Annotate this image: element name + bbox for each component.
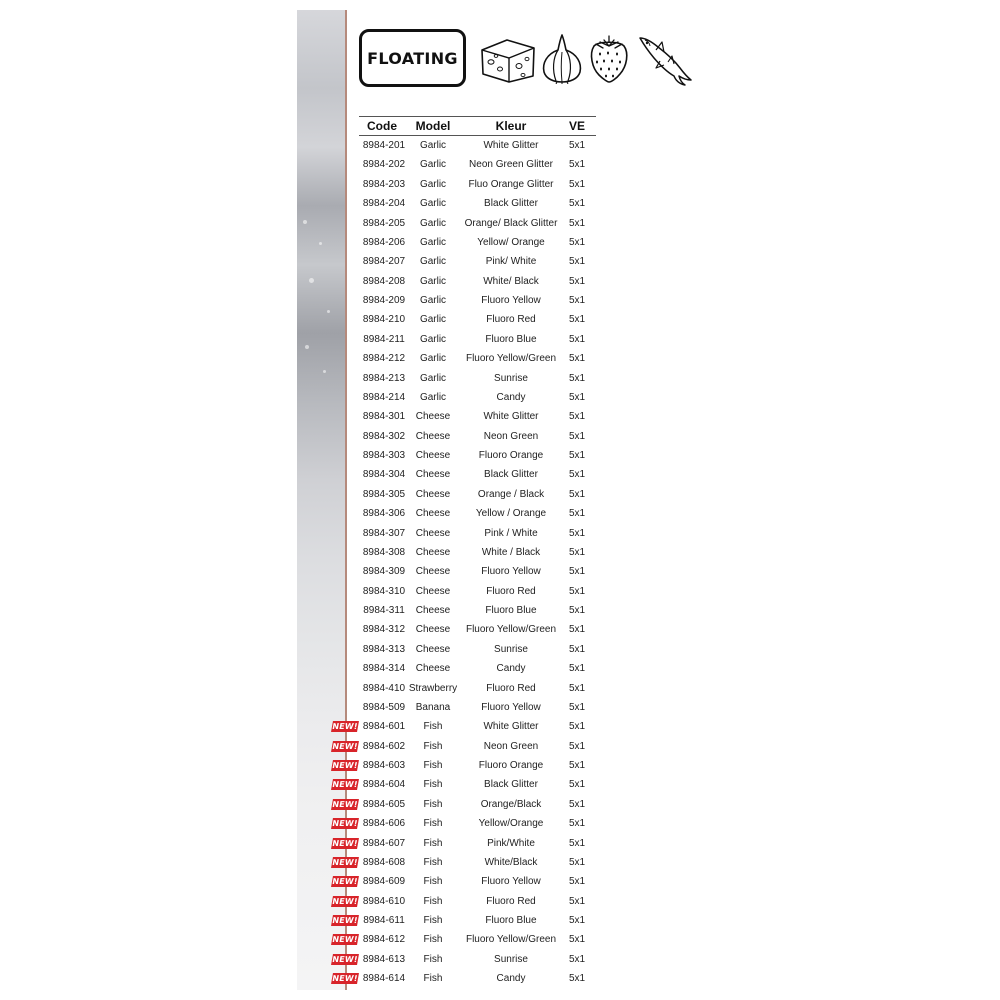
cell-model: Fish [423, 934, 443, 946]
cell-model: Cheese [415, 585, 451, 597]
cell-model: Garlic [419, 178, 447, 190]
cell-code: 8984-210 [362, 314, 406, 326]
cell-kleur: Fluoro Yellow [481, 295, 541, 306]
table-row [359, 543, 596, 562]
table-row [359, 698, 596, 717]
cell-kleur: Fluoro Yellow [481, 701, 541, 713]
cheese-icon [479, 32, 537, 84]
cell-ve: 5x1 [568, 488, 586, 500]
cell-ve: 5x1 [568, 566, 586, 578]
cell-model: Cheese [415, 469, 451, 481]
cell-kleur: White / Black [481, 546, 541, 558]
table-header [359, 116, 596, 136]
cell-kleur: Fluoro Yellow/Green [465, 353, 557, 365]
table-row [359, 330, 596, 349]
cell-kleur: Fluoro Yellow/Green [465, 624, 557, 636]
table-row [359, 679, 596, 698]
cell-code: 8984-212 [362, 353, 406, 365]
header-ve: VE [568, 119, 585, 133]
cell-code: 8984-611 [363, 915, 405, 926]
cell-ve: 5x1 [568, 159, 586, 171]
table-row [359, 175, 596, 194]
cell-model: Garlic [419, 295, 447, 306]
table-row [331, 717, 596, 736]
table-row [331, 853, 596, 872]
new-badge: NEW! [331, 877, 359, 887]
cell-code: 8984-209 [362, 295, 406, 306]
cell-code: 8984-213 [362, 372, 406, 384]
cell-kleur: Sunrise [494, 372, 528, 384]
cell-ve: 5x1 [568, 798, 586, 810]
cell-ve: 5x1 [568, 353, 586, 365]
cell-kleur: Candy [496, 973, 526, 985]
header-code: Code [367, 119, 397, 133]
cell-model: Garlic [419, 140, 447, 151]
cell-model: Garlic [419, 159, 447, 171]
table-row [359, 310, 596, 329]
cell-code: 8984-609 [362, 876, 406, 888]
cell-model: Fish [423, 779, 443, 791]
cell-code: 8984-602 [362, 740, 406, 752]
cell-model: Fish [423, 837, 443, 849]
new-badge: NEW! [331, 780, 359, 790]
table-row [359, 349, 596, 368]
cell-model: Cheese [415, 546, 451, 558]
strawberry-icon [586, 32, 632, 84]
table-row [331, 892, 596, 911]
cell-model: Garlic [419, 256, 447, 268]
cell-ve: 5x1 [568, 973, 586, 985]
table-row [331, 969, 596, 988]
cell-kleur: Fluoro Orange [478, 760, 544, 771]
cell-code: 8984-207 [362, 256, 406, 268]
cell-ve: 5x1 [568, 701, 586, 713]
header-kleur: Kleur [495, 119, 527, 133]
cell-code: 8984-312 [362, 624, 406, 636]
cell-code: 8984-509 [362, 701, 406, 713]
cell-ve: 5x1 [568, 818, 586, 830]
cell-model: Cheese [415, 527, 451, 539]
cell-ve: 5x1 [568, 585, 586, 597]
cell-model: Cheese [415, 624, 451, 636]
table-row [331, 775, 596, 794]
cell-model: Garlic [419, 198, 447, 210]
cell-code: 8984-304 [362, 469, 406, 481]
cell-model: Cheese [415, 643, 451, 655]
new-badge: NEW! [331, 857, 359, 867]
table-row [359, 252, 596, 271]
cell-kleur: Yellow / Orange [475, 508, 547, 520]
table-row [359, 214, 596, 233]
table-row [331, 872, 596, 891]
cell-model: Fish [423, 818, 443, 830]
cell-kleur: Black Glitter [484, 469, 538, 481]
cell-kleur: Fluoro Red [486, 895, 536, 907]
cell-ve: 5x1 [568, 546, 586, 558]
cell-kleur: Orange/ Black Glitter [464, 217, 558, 229]
cell-kleur: Orange / Black [477, 488, 545, 500]
cell-kleur: White/ Black [483, 275, 539, 287]
cell-ve: 5x1 [568, 856, 586, 868]
table-row [359, 640, 596, 659]
table-row [359, 136, 596, 155]
cell-model: Cheese [415, 430, 451, 442]
cell-ve: 5x1 [568, 837, 586, 849]
cell-kleur: Fluoro Orange [478, 450, 544, 461]
new-badge: NEW! [331, 722, 359, 732]
cell-kleur: Orange/Black [480, 798, 542, 810]
cell-code: 8984-613 [362, 953, 406, 965]
cell-kleur: Fluoro Blue [485, 605, 537, 616]
cell-kleur: White/Black [484, 856, 538, 868]
cell-kleur: Pink/White [487, 837, 535, 849]
cell-kleur: Candy [496, 663, 526, 675]
table-row [359, 291, 596, 310]
cell-code: 8984-206 [362, 236, 406, 248]
cell-code: 8984-607 [362, 837, 406, 849]
cell-kleur: Neon Green [483, 740, 539, 752]
table-row [359, 504, 596, 523]
table-row [359, 427, 596, 446]
cell-model: Strawberry [408, 682, 458, 694]
new-badge: NEW! [331, 819, 359, 829]
cell-code: 8984-313 [362, 643, 406, 655]
cell-code: 8984-214 [362, 391, 406, 403]
cell-code: 8984-308 [362, 546, 406, 558]
cell-ve: 5x1 [568, 760, 586, 771]
cell-model: Cheese [415, 450, 451, 461]
cell-ve: 5x1 [568, 469, 586, 481]
cell-model: Garlic [419, 391, 447, 403]
table-row [331, 737, 596, 756]
fish-icon [636, 32, 694, 88]
table-row [359, 620, 596, 639]
new-badge: NEW! [331, 954, 359, 964]
cell-model: Fish [423, 915, 443, 926]
cell-model: Fish [423, 953, 443, 965]
new-badge: NEW! [331, 741, 359, 751]
table-row [331, 911, 596, 930]
table-row [331, 795, 596, 814]
cell-code: 8984-605 [362, 798, 406, 810]
garlic-icon [539, 32, 585, 84]
table-row [359, 562, 596, 581]
cell-ve: 5x1 [568, 391, 586, 403]
new-badge: NEW! [331, 916, 359, 925]
cell-kleur: Neon Green [483, 430, 539, 442]
cell-ve: 5x1 [568, 527, 586, 539]
cell-code: 8984-606 [362, 818, 406, 830]
cell-model: Cheese [415, 605, 451, 616]
cell-ve: 5x1 [568, 663, 586, 675]
cell-code: 8984-307 [362, 527, 406, 539]
page-title: FLOATING [359, 29, 466, 87]
table-row [331, 834, 596, 853]
new-badge: NEW! [331, 896, 359, 906]
cell-model: Garlic [419, 236, 447, 248]
header-model: Model [415, 119, 451, 133]
cell-code: 8984-610 [362, 895, 406, 907]
cell-model: Fish [423, 760, 443, 771]
cell-ve: 5x1 [568, 508, 586, 520]
cell-kleur: White Glitter [483, 411, 539, 423]
cell-kleur: Fluoro Red [486, 314, 536, 326]
table-body [331, 136, 596, 989]
cell-model: Fish [423, 798, 443, 810]
cell-model: Cheese [415, 566, 451, 578]
cell-kleur: Pink / White [484, 527, 538, 539]
cell-ve: 5x1 [568, 450, 586, 461]
table-row [359, 446, 596, 465]
cell-code: 8984-208 [362, 275, 406, 287]
cell-kleur: White Glitter [483, 140, 539, 151]
table-row [359, 601, 596, 620]
cell-code: 8984-608 [362, 856, 406, 868]
product-table [331, 116, 596, 989]
cell-ve: 5x1 [568, 295, 586, 306]
cell-code: 8984-310 [362, 585, 406, 597]
cell-kleur: Fluoro Blue [485, 333, 537, 345]
cell-model: Garlic [419, 275, 447, 287]
cell-model: Fish [423, 895, 443, 907]
cell-ve: 5x1 [568, 643, 586, 655]
cell-ve: 5x1 [568, 217, 586, 229]
cell-ve: 5x1 [568, 624, 586, 636]
cell-ve: 5x1 [568, 934, 586, 946]
cell-ve: 5x1 [568, 876, 586, 888]
cell-model: Banana [415, 701, 451, 713]
cell-kleur: Candy [496, 391, 526, 403]
cell-code: 8984-211 [363, 333, 405, 345]
cell-model: Cheese [415, 663, 451, 675]
table-row [331, 930, 596, 949]
cell-code: 8984-604 [362, 779, 406, 791]
cell-kleur: Sunrise [494, 953, 528, 965]
cell-code: 8984-314 [362, 663, 406, 675]
cell-kleur: Fluoro Blue [485, 915, 537, 926]
cell-kleur: Fluoro Red [486, 682, 536, 694]
cell-ve: 5x1 [568, 372, 586, 384]
cell-ve: 5x1 [568, 256, 586, 268]
cell-ve: 5x1 [568, 779, 586, 791]
cell-code: 8984-201 [362, 140, 406, 151]
cell-ve: 5x1 [568, 740, 586, 752]
table-row [359, 369, 596, 388]
cell-kleur: Black Glitter [484, 779, 538, 791]
table-row [359, 388, 596, 407]
cell-code: 8984-302 [362, 430, 406, 442]
cell-kleur: Yellow/Orange [478, 818, 544, 830]
cell-kleur: Fluoro Red [486, 585, 536, 597]
cell-code: 8984-205 [362, 217, 406, 229]
new-badge: NEW! [331, 761, 359, 770]
new-badge: NEW! [331, 974, 359, 984]
cell-kleur: Fluo Orange Glitter [468, 178, 554, 190]
cell-ve: 5x1 [568, 605, 586, 616]
cell-ve: 5x1 [568, 682, 586, 694]
cell-kleur: Sunrise [494, 643, 528, 655]
cell-ve: 5x1 [568, 411, 586, 423]
cell-ve: 5x1 [568, 178, 586, 190]
table-row [359, 465, 596, 484]
cell-code: 8984-601 [362, 721, 406, 733]
cell-kleur: Fluoro Yellow [481, 876, 541, 888]
cell-code: 8984-309 [362, 566, 406, 578]
table-row [359, 272, 596, 291]
cell-ve: 5x1 [568, 333, 586, 345]
cell-model: Fish [423, 740, 443, 752]
table-row [359, 155, 596, 174]
cell-model: Cheese [415, 488, 451, 500]
cell-kleur: Fluoro Yellow [481, 566, 541, 578]
cell-code: 8984-612 [362, 934, 406, 946]
cell-ve: 5x1 [568, 236, 586, 248]
table-row [359, 659, 596, 678]
cell-model: Cheese [415, 508, 451, 520]
cell-ve: 5x1 [568, 721, 586, 733]
table-row [331, 814, 596, 833]
new-badge: NEW! [331, 838, 359, 848]
table-row [359, 194, 596, 213]
cell-code: 8984-303 [362, 450, 406, 461]
table-row [359, 407, 596, 426]
cell-ve: 5x1 [568, 953, 586, 965]
cell-ve: 5x1 [568, 314, 586, 326]
cell-code: 8984-305 [362, 488, 406, 500]
cell-code: 8984-301 [362, 411, 406, 423]
table-row [359, 524, 596, 543]
table-row [331, 950, 596, 969]
table-row [359, 485, 596, 504]
table-row [359, 582, 596, 601]
cell-ve: 5x1 [568, 430, 586, 442]
cell-code: 8984-311 [363, 605, 405, 616]
cell-model: Fish [423, 721, 443, 733]
table-row [359, 233, 596, 252]
new-badge: NEW! [331, 935, 359, 945]
cell-kleur: Pink/ White [485, 256, 537, 268]
cell-model: Garlic [419, 372, 447, 384]
cell-kleur: White Glitter [483, 721, 539, 733]
cell-code: 8984-202 [362, 159, 406, 171]
cell-ve: 5x1 [568, 895, 586, 907]
cell-ve: 5x1 [568, 275, 586, 287]
cell-code: 8984-614 [362, 973, 406, 985]
cell-model: Fish [423, 876, 443, 888]
cell-ve: 5x1 [568, 140, 586, 151]
cell-code: 8984-204 [362, 198, 406, 210]
cell-kleur: Yellow/ Orange [477, 236, 545, 248]
table-row [331, 756, 596, 775]
cell-ve: 5x1 [568, 198, 586, 210]
cell-model: Garlic [419, 333, 447, 345]
cell-model: Fish [423, 973, 443, 985]
cell-kleur: Neon Green Glitter [469, 159, 553, 171]
cell-kleur: Fluoro Yellow/Green [465, 934, 557, 946]
cell-code: 8984-203 [362, 178, 406, 190]
cell-code: 8984-603 [362, 760, 406, 771]
cell-model: Garlic [419, 314, 447, 326]
cell-ve: 5x1 [568, 915, 586, 926]
cell-model: Garlic [419, 217, 447, 229]
cell-model: Cheese [415, 411, 451, 423]
cell-code: 8984-306 [362, 508, 406, 520]
cell-model: Garlic [419, 353, 447, 365]
cell-model: Fish [423, 856, 443, 868]
cell-code: 8984-410 [362, 682, 406, 694]
new-badge: NEW! [331, 799, 359, 809]
cell-kleur: Black Glitter [484, 198, 538, 210]
